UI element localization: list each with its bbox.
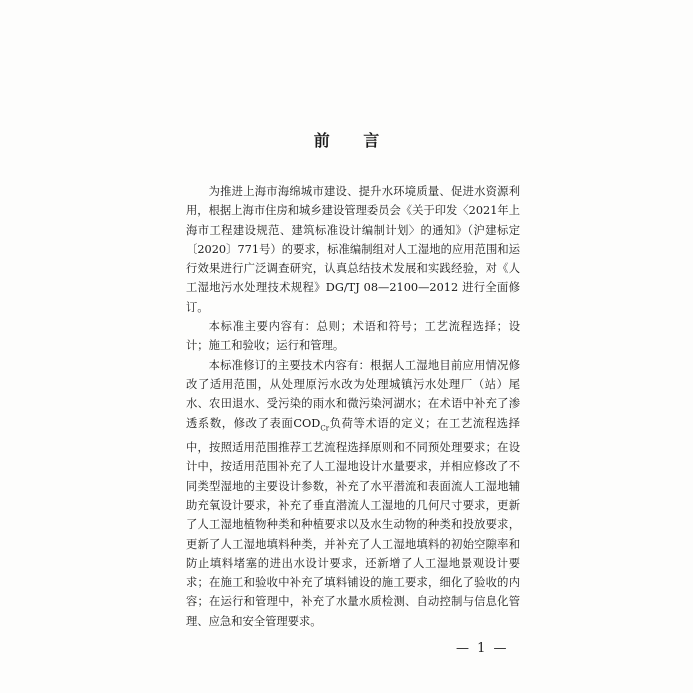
paragraph-contents: 本标准主要内容有：总则；术语和符号；工艺流程选择；设计；施工和验收；运行和管理。 [186, 320, 520, 353]
paragraph-revisions: 本标准修订的主要技术内容有：根据人工湿地目前应用情况修改了适用范围，从处理原污水改为处理城镇污水处理厂（站）尾水、农田退水、受污染的雨水和微污染河湖水；在术语中补充了渗透系数，修改了表面$COD_{Cr}$负荷等术语的定义；在工艺流程选择中，按照适用范围推荐工艺流程选择原则和不同预处理要求；在设计中，按适用范围补充了人工湿地设计水量要求，并相应修改了不同类型湿地的主要设计参数，补充了水平潜流和表面流人工湿地辅助充氧设计要求，补充了垂直潜流人工湿地的几何尺寸要求，更新了人工湿地植物种类和种植要求以及水生动物的种类和投放要求，更新了人工湿地填料种类，并补充了人工湿地填料的初始空隙率和防止填料堵塞的进出水设计要求，还新增了人工湿地景观设计要求；在施工和验收中补充了填料铺设的施工要求，细化了验收的内容；在运行和管理中，补充了水量水质检测、自动控制与信息化管理、应急和安全管理要求。 [186, 358, 520, 628]
page-number: — 1 — [456, 641, 509, 656]
page-title: 前 言 [313, 131, 394, 150]
body-text [186, 182, 520, 631]
paragraph-intro: 为推进上海市海绵城市建设、提升水环境质量、促进水资源利用，根据上海市住房和城乡建设管理委员会《关于印发〈2021年上海市工程建设规范、建筑标准设计编制计划〉的通知》（沪建标定〔2020〕771号）的要求，标准编制组对人工湿地的应用范围和运行效果进行广泛调查研究，认真总结技术发展和实践经验，对《人工湿地污水处理技术规程》DG/TJ 08—2100—2012 进行全面修订。 [186, 185, 520, 314]
